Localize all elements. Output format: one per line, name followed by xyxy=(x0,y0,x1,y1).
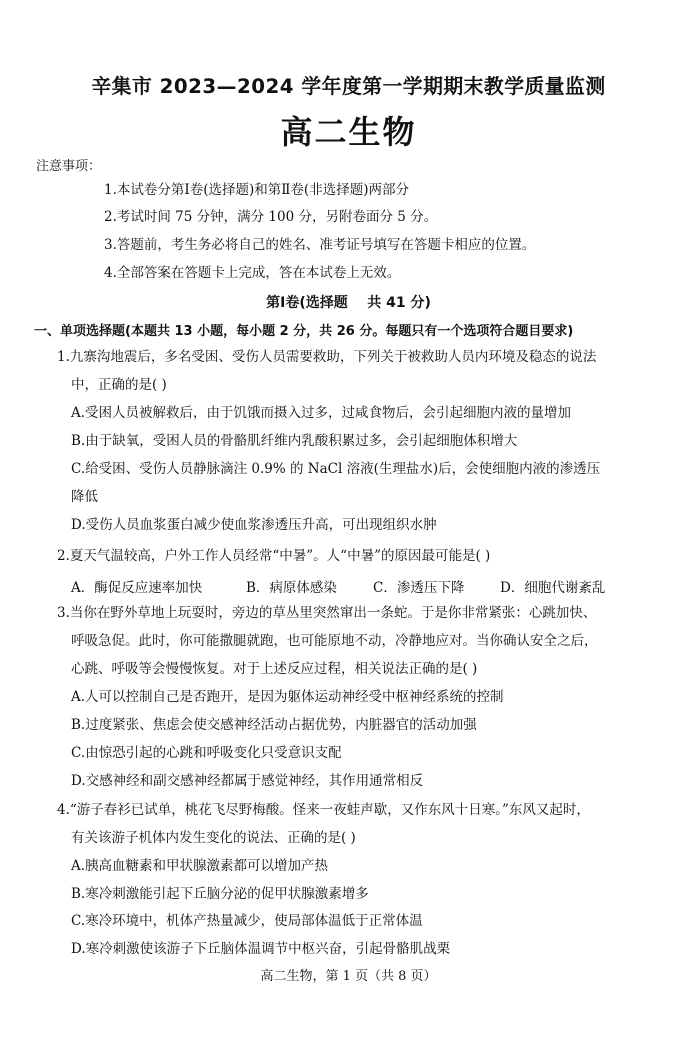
q3-stem-line3: 心跳、呼吸等会慢慢恢复。对于上述反应过程，相关说法正确的是( ) xyxy=(71,661,478,677)
subject-title: 高二生物 xyxy=(280,113,417,151)
q3-option-d: D.交感神经和副交感神经都属于感觉神经，其作用通常相反 xyxy=(71,773,424,789)
q1-stem-line2: 中，正确的是( ) xyxy=(71,377,167,393)
q4-option-c: C.寒冷环境中，机体产热量减少，使局部体温低于正常体温 xyxy=(71,913,423,929)
q4-option-d: D.寒冷刺激使该游子下丘脑体温调节中枢兴奋，引起骨骼肌战栗 xyxy=(71,941,451,957)
q1-stem-line1: 1.九寨沟地震后，多名受困、受伤人员需要救助，下列关于被救助人员内环境及稳态的说法 xyxy=(57,349,597,365)
q3-option-a: A.人可以控制自己是否跑开，是因为躯体运动神经受中枢神经系统的控制 xyxy=(71,689,504,705)
page-footer: 高二生物，第 1 页（共 8 页） xyxy=(260,969,437,984)
q2-option-d: D．细胞代谢紊乱 xyxy=(500,580,606,596)
q4-stem-line2: 有关该游子机体内发生变化的说法、正确的是( ) xyxy=(71,830,356,846)
notice-item-1: 1.本试卷分第Ⅰ卷(选择题)和第Ⅱ卷(非选择题)两部分 xyxy=(104,182,409,198)
q2-option-b: B．病原体感染 xyxy=(246,580,337,596)
notice-heading: 注意事项： xyxy=(36,159,102,174)
q3-stem-line2: 呼吸急促。此时，你可能撒腿就跑，也可能原地不动，冷静地应对。当你确认安全之后， xyxy=(71,633,598,649)
notice-item-2: 2.考试时间 75 分钟，满分 100 分，另附卷面分 5 分。 xyxy=(104,209,438,225)
section-heading: 一、单项选择题(本题共 13 小题，每小题 2 分，共 26 分。每题只有一个选项符合题目要求) xyxy=(34,324,574,339)
exam-title: 辛集市 2023—2024 学年度第一学期期末教学质量监测 xyxy=(91,75,606,98)
notice-item-3: 3.答题前，考生务必将自己的姓名、准考证号填写在答题卡相应的位置。 xyxy=(104,237,536,253)
part1-heading: 第Ⅰ卷(选择题 共 41 分) xyxy=(266,295,431,311)
q4-option-a: A.胰高血糖素和甲状腺激素都可以增加产热 xyxy=(71,858,329,874)
q1-option-a: A.受困人员被解救后，由于饥饿而摄入过多，过咸食物后，会引起细胞内液的量增加 xyxy=(71,405,572,421)
q2-option-c: C．渗透压下降 xyxy=(373,580,465,596)
q2-stem: 2.夏天气温较高，户外工作人员经常“中暑”。人“中暑”的原因最可能是( ) xyxy=(57,548,491,564)
q3-option-c: C.由惊恐引起的心跳和呼吸变化只受意识支配 xyxy=(71,745,342,761)
q1-option-d: D.受伤人员血浆蛋白减少使血浆渗透压升高，可出现组织水肿 xyxy=(71,517,437,533)
q3-option-b: B.过度紧张、焦虑会使交感神经活动占据优势，内脏器官的活动加强 xyxy=(71,717,477,733)
q4-option-b: B.寒冷刺激能引起下丘脑分泌的促甲状腺激素增多 xyxy=(71,886,369,902)
q4-stem-line1: 4.“游子春衫已试单，桃花飞尽野梅酸。怪来一夜蛙声歇，又作东风十日寒。”东风又起时， xyxy=(57,802,590,818)
q1-option-c-line1: C.给受困、受伤人员静脉滴注 0.9% 的 NaCl 溶液(生理盐水)后，会使细胞内液的渗透压 xyxy=(71,461,601,477)
q1-option-c-line2: 降低 xyxy=(71,489,98,505)
q3-stem-line1: 3.当你在野外草地上玩耍时，旁边的草丛里突然窜出一条蛇。于是你非常紧张：心跳加快、 xyxy=(57,605,597,621)
q2-option-a: A．酶促反应速率加快 xyxy=(71,580,203,596)
notice-item-4: 4.全部答案在答题卡上完成，答在本试卷上无效。 xyxy=(104,265,401,281)
q1-option-b: B.由于缺氧，受困人员的骨骼肌纤维内乳酸积累过多，会引起细胞体积增大 xyxy=(71,433,518,449)
